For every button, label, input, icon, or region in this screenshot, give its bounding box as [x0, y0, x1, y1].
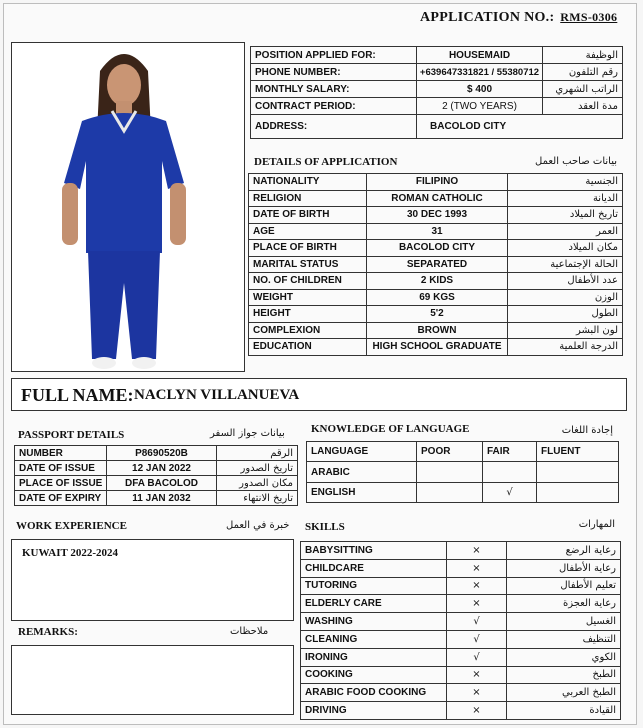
detail-label: NO. OF CHILDREN: [249, 273, 367, 290]
skill-name: TUTORING: [301, 577, 447, 595]
skill-name-ar: تعليم الأطفال: [507, 577, 621, 595]
detail-label-ar: الطول: [508, 306, 623, 323]
table-row: [301, 630, 621, 648]
language-title-ar: إجادة اللغات: [561, 425, 613, 436]
table-row: [301, 702, 621, 720]
work-title: WORK EXPERIENCE: [16, 520, 127, 532]
table-row: [301, 559, 621, 577]
detail-value: SEPARATED: [367, 256, 508, 273]
work-title-ar: خبرة في العمل: [226, 520, 290, 531]
passport-value: P8690520B: [107, 446, 217, 461]
skill-mark: ×: [447, 702, 507, 720]
passport-label-ar: مكان الصدور: [217, 476, 298, 491]
detail-label-ar: الحالة الإجتماعية: [508, 256, 623, 273]
table-row: [307, 442, 619, 462]
skills-table: [300, 541, 621, 720]
detail-value: 69 KGS: [367, 289, 508, 306]
table-row: [249, 289, 623, 306]
detail-label: DATE OF BIRTH: [249, 207, 367, 224]
details-title-ar: بيانات صاحب العمل: [535, 156, 617, 167]
detail-value: 31: [367, 223, 508, 240]
details-title: DETAILS OF APPLICATION: [254, 156, 398, 168]
table-row: [249, 207, 623, 224]
table-row: [249, 322, 623, 339]
language-fluent: [537, 483, 619, 503]
detail-label-ar: عدد الأطفال: [508, 273, 623, 290]
detail-label-ar: مكان الميلاد: [508, 240, 623, 257]
detail-label-ar: لون البشر: [508, 322, 623, 339]
skill-name: COOKING: [301, 666, 447, 684]
table-row: [251, 81, 623, 98]
position-label-ar: الوظيفة: [543, 47, 623, 64]
position-table: [250, 46, 623, 139]
detail-value: ROMAN CATHOLIC: [367, 190, 508, 207]
phone-label: PHONE NUMBER:: [251, 64, 417, 81]
contract-label: CONTRACT PERIOD:: [251, 98, 417, 115]
address-label: ADDRESS:: [251, 115, 417, 139]
contract-label-ar: مدة العقد: [543, 98, 623, 115]
passport-label: PLACE OF ISSUE: [15, 476, 107, 491]
detail-label: RELIGION: [249, 190, 367, 207]
details-table: [248, 173, 623, 356]
skill-mark: √: [447, 648, 507, 666]
table-row: [249, 339, 623, 356]
detail-label: AGE: [249, 223, 367, 240]
detail-label: PLACE OF BIRTH: [249, 240, 367, 257]
skill-name: DRIVING: [301, 702, 447, 720]
skill-name: IRONING: [301, 648, 447, 666]
passport-label-ar: تاريخ الصدور: [217, 461, 298, 476]
detail-value: HIGH SCHOOL GRADUATE: [367, 339, 508, 356]
application-number-heading: [420, 10, 617, 26]
table-row: [307, 483, 619, 503]
skill-mark: ×: [447, 595, 507, 613]
full-name-box: [11, 378, 627, 411]
detail-label: COMPLEXION: [249, 322, 367, 339]
skill-mark: √: [447, 613, 507, 631]
table-row: [249, 240, 623, 257]
passport-label: NUMBER: [15, 446, 107, 461]
table-row: [249, 256, 623, 273]
phone-value: +639647331821 / 55380712: [417, 64, 543, 81]
detail-label-ar: الوزن: [508, 289, 623, 306]
table-row: [249, 223, 623, 240]
language-fair: √: [483, 483, 537, 503]
detail-value: BACOLOD CITY: [367, 240, 508, 257]
skill-mark: ×: [447, 559, 507, 577]
table-row: [307, 462, 619, 483]
detail-label: WEIGHT: [249, 289, 367, 306]
passport-title-ar: بيانات جواز السفر: [210, 428, 285, 439]
full-name-label: FULL NAME:: [21, 385, 134, 405]
remarks-title-ar: ملاحظات: [230, 626, 269, 637]
passport-value: 11 JAN 2032: [107, 491, 217, 506]
salary-label: MONTHLY SALARY:: [251, 81, 417, 98]
language-name: ENGLISH: [307, 483, 417, 503]
detail-value: 2 KIDS: [367, 273, 508, 290]
language-name: ARABIC: [307, 462, 417, 483]
skill-name-ar: الطبخ: [507, 666, 621, 684]
skill-name: WASHING: [301, 613, 447, 631]
passport-value: 12 JAN 2022: [107, 461, 217, 476]
table-row: [301, 577, 621, 595]
position-label: POSITION APPLIED FOR:: [251, 47, 417, 64]
language-header: FLUENT: [537, 442, 619, 462]
remarks-box: [11, 645, 294, 715]
language-header: LANGUAGE: [307, 442, 417, 462]
skill-name-ar: الطبخ العربي: [507, 684, 621, 702]
skill-mark: ×: [447, 666, 507, 684]
detail-value: FILIPINO: [367, 174, 508, 191]
passport-label-ar: تاريخ الانتهاء: [217, 491, 298, 506]
skill-name-ar: رعاية الرضع: [507, 542, 621, 560]
skill-name-ar: رعاية العجزة: [507, 595, 621, 613]
language-header: FAIR: [483, 442, 537, 462]
detail-label-ar: الديانة: [508, 190, 623, 207]
skill-name-ar: رعاية الأطفال: [507, 559, 621, 577]
table-row: [15, 491, 298, 506]
table-row: [249, 190, 623, 207]
passport-value: DFA BACOLOD: [107, 476, 217, 491]
work-experience-box: [11, 539, 294, 621]
skill-name-ar: التنظيف: [507, 630, 621, 648]
skill-name: CHILDCARE: [301, 559, 447, 577]
passport-label-ar: الرقم: [217, 446, 298, 461]
table-row: [249, 273, 623, 290]
language-poor: [417, 462, 483, 483]
skill-mark: ×: [447, 542, 507, 560]
skill-name-ar: الكوي: [507, 648, 621, 666]
detail-value: 5'2: [367, 306, 508, 323]
table-row: [301, 542, 621, 560]
position-value: HOUSEMAID: [417, 47, 543, 64]
passport-title: PASSPORT DETAILS: [18, 429, 125, 441]
skill-name-ar: القيادة: [507, 702, 621, 720]
skills-title: SKILLS: [305, 521, 345, 533]
remarks-title: REMARKS:: [18, 626, 78, 638]
application-number-label: APPLICATION NO.:: [420, 10, 555, 25]
table-row: [251, 47, 623, 64]
skill-mark: ×: [447, 577, 507, 595]
skill-name: ARABIC FOOD COOKING: [301, 684, 447, 702]
contract-value: 2 (TWO YEARS): [417, 98, 543, 115]
passport-label: DATE OF EXPIRY: [15, 491, 107, 506]
table-row: [15, 476, 298, 491]
table-row: [301, 595, 621, 613]
detail-label: EDUCATION: [249, 339, 367, 356]
detail-value: 30 DEC 1993: [367, 207, 508, 224]
table-row: [301, 684, 621, 702]
language-fluent: [537, 462, 619, 483]
skill-name-ar: الغسيل: [507, 613, 621, 631]
table-row: [15, 461, 298, 476]
language-table: [306, 441, 619, 503]
skill-name: BABYSITTING: [301, 542, 447, 560]
passport-label: DATE OF ISSUE: [15, 461, 107, 476]
table-row: [15, 446, 298, 461]
skill-name: ELDERLY CARE: [301, 595, 447, 613]
language-header: POOR: [417, 442, 483, 462]
table-row: [301, 648, 621, 666]
table-row: [251, 98, 623, 115]
skills-title-ar: المهارات: [578, 519, 615, 530]
language-poor: [417, 483, 483, 503]
applicant-photo-illustration: [12, 43, 244, 371]
table-row: [249, 306, 623, 323]
table-row: [251, 64, 623, 81]
language-title: KNOWLEDGE OF LANGUAGE: [311, 423, 470, 435]
salary-value: $ 400: [417, 81, 543, 98]
detail-value: BROWN: [367, 322, 508, 339]
address-value: BACOLOD CITY: [417, 115, 623, 139]
detail-label-ar: تاريخ الميلاد: [508, 207, 623, 224]
table-row: [249, 174, 623, 191]
detail-label-ar: الدرجة العلمية: [508, 339, 623, 356]
application-number-value: RMS-0306: [560, 10, 618, 24]
passport-table: [14, 445, 298, 506]
skill-name: CLEANING: [301, 630, 447, 648]
table-row: [301, 613, 621, 631]
phone-label-ar: رقم التلفون: [543, 64, 623, 81]
language-fair: [483, 462, 537, 483]
full-name-value: NACLYN VILLANUEVA: [134, 387, 300, 403]
detail-label: NATIONALITY: [249, 174, 367, 191]
table-row: [301, 666, 621, 684]
skill-mark: ×: [447, 684, 507, 702]
work-entry: KUWAIT 2022-2024: [22, 547, 119, 559]
salary-label-ar: الراتب الشهري: [543, 81, 623, 98]
detail-label-ar: العمر: [508, 223, 623, 240]
applicant-photo: [11, 42, 245, 372]
table-row: [251, 115, 623, 139]
detail-label: HEIGHT: [249, 306, 367, 323]
detail-label: MARITAL STATUS: [249, 256, 367, 273]
detail-label-ar: الجنسية: [508, 174, 623, 191]
skill-mark: √: [447, 630, 507, 648]
